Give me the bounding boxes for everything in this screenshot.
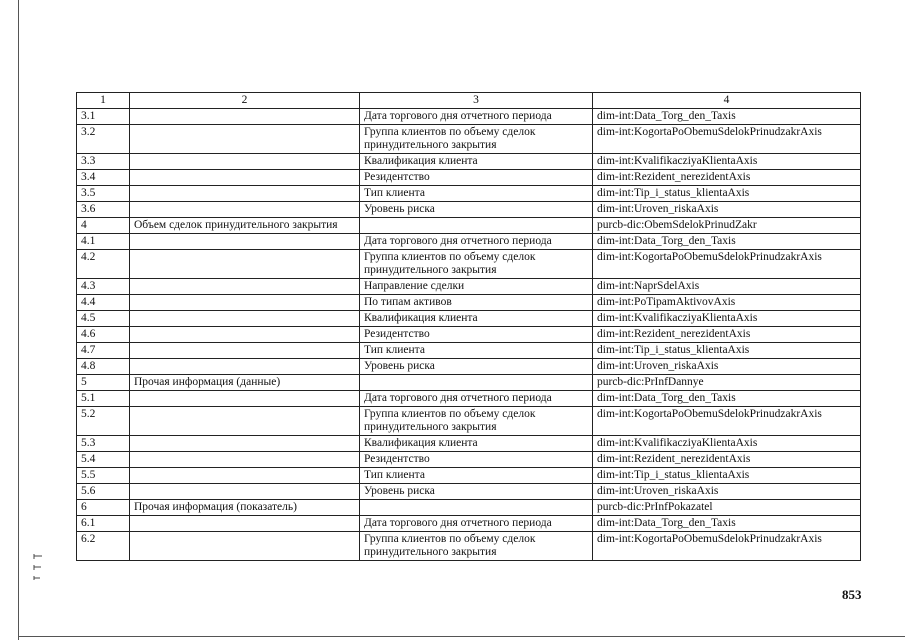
indicator-name-cell: Прочая информация (данные) <box>130 375 360 391</box>
indicator-name-cell <box>130 516 360 532</box>
dimension-name-cell: Дата торгового дня отчетного периода <box>360 109 593 125</box>
taxonomy-element-cell: dim-int:KogortaPoObemuSdelokPrinudzakrAxis <box>593 250 861 279</box>
taxonomy-element-cell: dim-int:NaprSdelAxis <box>593 279 861 295</box>
indicator-name-cell: Объем сделок принудительного закрытия <box>130 218 360 234</box>
dimension-name-cell: Направление сделки <box>360 279 593 295</box>
table-row <box>77 375 861 391</box>
row-number-cell: 4 <box>77 218 130 234</box>
taxonomy-element-cell: dim-int:KvalifikacziyaKlientaAxis <box>593 436 861 452</box>
row-number-cell: 5.4 <box>77 452 130 468</box>
indicator-name-cell <box>130 343 360 359</box>
indicator-name-cell <box>130 327 360 343</box>
taxonomy-element-cell: dim-int:Data_Torg_den_Taxis <box>593 516 861 532</box>
dimension-name-cell: Резидентство <box>360 452 593 468</box>
row-number-cell: 4.5 <box>77 311 130 327</box>
indicator-name-cell <box>130 484 360 500</box>
table-row <box>77 154 861 170</box>
row-number-cell: 4.2 <box>77 250 130 279</box>
dimension-name-cell: Группа клиентов по объему сделок принудительного закрытия <box>360 250 593 279</box>
margin-mark-icon <box>32 552 46 582</box>
table-row <box>77 279 861 295</box>
taxonomy-element-cell: dim-int:Uroven_riskaAxis <box>593 359 861 375</box>
column-header: 2 <box>130 93 360 109</box>
taxonomy-element-cell: dim-int:KogortaPoObemuSdelokPrinudzakrAxis <box>593 532 861 561</box>
dimension-name-cell: Квалификация клиента <box>360 311 593 327</box>
indicator-name-cell <box>130 359 360 375</box>
row-number-cell: 4.8 <box>77 359 130 375</box>
taxonomy-element-cell: dim-int:KvalifikacziyaKlientaAxis <box>593 311 861 327</box>
table-row <box>77 295 861 311</box>
row-number-cell: 3.5 <box>77 186 130 202</box>
dimension-name-cell: Группа клиентов по объему сделок принудительного закрытия <box>360 125 593 154</box>
indicator-name-cell <box>130 452 360 468</box>
row-number-cell: 4.4 <box>77 295 130 311</box>
indicator-name-cell <box>130 186 360 202</box>
row-number-cell: 5.3 <box>77 436 130 452</box>
taxonomy-element-cell: dim-int:Data_Torg_den_Taxis <box>593 109 861 125</box>
dimension-name-cell: Тип клиента <box>360 343 593 359</box>
dimension-name-cell <box>360 375 593 391</box>
table-row <box>77 359 861 375</box>
taxonomy-element-cell: dim-int:Rezident_nerezidentAxis <box>593 327 861 343</box>
row-number-cell: 5.2 <box>77 407 130 436</box>
indicator-name-cell <box>130 311 360 327</box>
indicator-name-cell <box>130 391 360 407</box>
taxonomy-element-cell: dim-int:Tip_i_status_klientaAxis <box>593 343 861 359</box>
table-row <box>77 327 861 343</box>
row-number-cell: 3.2 <box>77 125 130 154</box>
indicator-name-cell <box>130 436 360 452</box>
dimension-name-cell: Дата торгового дня отчетного периода <box>360 516 593 532</box>
table-row <box>77 202 861 218</box>
taxonomy-element-cell: dim-int:Uroven_riskaAxis <box>593 202 861 218</box>
table-row <box>77 311 861 327</box>
table-row <box>77 391 861 407</box>
table-row <box>77 484 861 500</box>
dimension-name-cell: По типам активов <box>360 295 593 311</box>
indicator-name-cell <box>130 532 360 561</box>
taxonomy-element-cell: dim-int:Data_Torg_den_Taxis <box>593 391 861 407</box>
taxonomy-element-cell: dim-int:KogortaPoObemuSdelokPrinudzakrAxis <box>593 125 861 154</box>
column-header: 3 <box>360 93 593 109</box>
taxonomy-element-cell: dim-int:PoTipamAktivovAxis <box>593 295 861 311</box>
indicator-name-cell <box>130 154 360 170</box>
row-number-cell: 6.1 <box>77 516 130 532</box>
dimension-name-cell: Квалификация клиента <box>360 436 593 452</box>
table-row <box>77 516 861 532</box>
indicator-name-cell <box>130 407 360 436</box>
row-number-cell: 5.5 <box>77 468 130 484</box>
row-number-cell: 4.6 <box>77 327 130 343</box>
row-number-cell: 5.1 <box>77 391 130 407</box>
taxonomy-element-cell: dim-int:Rezident_nerezidentAxis <box>593 170 861 186</box>
dimension-name-cell: Группа клиентов по объему сделок принудительного закрытия <box>360 532 593 561</box>
table-row <box>77 436 861 452</box>
taxonomy-element-cell: dim-int:KvalifikacziyaKlientaAxis <box>593 154 861 170</box>
indicator-name-cell <box>130 250 360 279</box>
row-number-cell: 5.6 <box>77 484 130 500</box>
taxonomy-element-cell: purcb-dic:PrInfPokazatel <box>593 500 861 516</box>
dimension-name-cell: Резидентство <box>360 327 593 343</box>
table-row <box>77 343 861 359</box>
column-header: 4 <box>593 93 861 109</box>
table-row <box>77 125 861 154</box>
table-row <box>77 468 861 484</box>
taxonomy-element-cell: dim-int:Uroven_riskaAxis <box>593 484 861 500</box>
row-number-cell: 3.3 <box>77 154 130 170</box>
indicator-name-cell <box>130 170 360 186</box>
row-number-cell: 4.1 <box>77 234 130 250</box>
dimension-name-cell: Группа клиентов по объему сделок принудительного закрытия <box>360 407 593 436</box>
indicator-name-cell <box>130 125 360 154</box>
table-row <box>77 186 861 202</box>
page-left-edge <box>18 0 19 640</box>
table-row <box>77 532 861 561</box>
table-body <box>77 109 861 561</box>
dimension-name-cell: Квалификация клиента <box>360 154 593 170</box>
taxonomy-element-cell: purcb-dic:ObemSdelokPrinudZakr <box>593 218 861 234</box>
column-header: 1 <box>77 93 130 109</box>
table-row <box>77 170 861 186</box>
indicator-name-cell <box>130 234 360 250</box>
table-row <box>77 250 861 279</box>
indicator-name-cell <box>130 468 360 484</box>
dimension-name-cell <box>360 500 593 516</box>
dimension-name-cell <box>360 218 593 234</box>
dimension-name-cell: Тип клиента <box>360 186 593 202</box>
dimension-name-cell: Дата торгового дня отчетного периода <box>360 234 593 250</box>
dimension-name-cell: Дата торгового дня отчетного периода <box>360 391 593 407</box>
dimension-name-cell: Резидентство <box>360 170 593 186</box>
table-row <box>77 109 861 125</box>
indicator-name-cell <box>130 109 360 125</box>
table-row <box>77 500 861 516</box>
row-number-cell: 6 <box>77 500 130 516</box>
row-number-cell: 4.7 <box>77 343 130 359</box>
indicator-name-cell <box>130 279 360 295</box>
row-number-cell: 3.1 <box>77 109 130 125</box>
indicator-name-cell <box>130 295 360 311</box>
dimension-name-cell: Уровень риска <box>360 359 593 375</box>
table-row <box>77 407 861 436</box>
dimension-name-cell: Уровень риска <box>360 484 593 500</box>
row-number-cell: 3.4 <box>77 170 130 186</box>
dimension-name-cell: Тип клиента <box>360 468 593 484</box>
row-number-cell: 5 <box>77 375 130 391</box>
dimension-name-cell: Уровень риска <box>360 202 593 218</box>
row-number-cell: 4.3 <box>77 279 130 295</box>
taxonomy-element-cell: dim-int:Rezident_nerezidentAxis <box>593 452 861 468</box>
taxonomy-element-cell: purcb-dic:PrInfDannye <box>593 375 861 391</box>
table-header-row <box>77 93 861 109</box>
indicator-name-cell <box>130 202 360 218</box>
table-row <box>77 218 861 234</box>
taxonomy-element-cell: dim-int:KogortaPoObemuSdelokPrinudzakrAxis <box>593 407 861 436</box>
indicator-name-cell: Прочая информация (показатель) <box>130 500 360 516</box>
document-table <box>76 92 861 561</box>
table-row <box>77 452 861 468</box>
taxonomy-element-cell: dim-int:Tip_i_status_klientaAxis <box>593 186 861 202</box>
row-number-cell: 6.2 <box>77 532 130 561</box>
page-bottom-edge <box>18 636 905 637</box>
row-number-cell: 3.6 <box>77 202 130 218</box>
taxonomy-element-cell: dim-int:Data_Torg_den_Taxis <box>593 234 861 250</box>
table-row <box>77 234 861 250</box>
taxonomy-element-cell: dim-int:Tip_i_status_klientaAxis <box>593 468 861 484</box>
page-number: 853 <box>842 587 862 602</box>
